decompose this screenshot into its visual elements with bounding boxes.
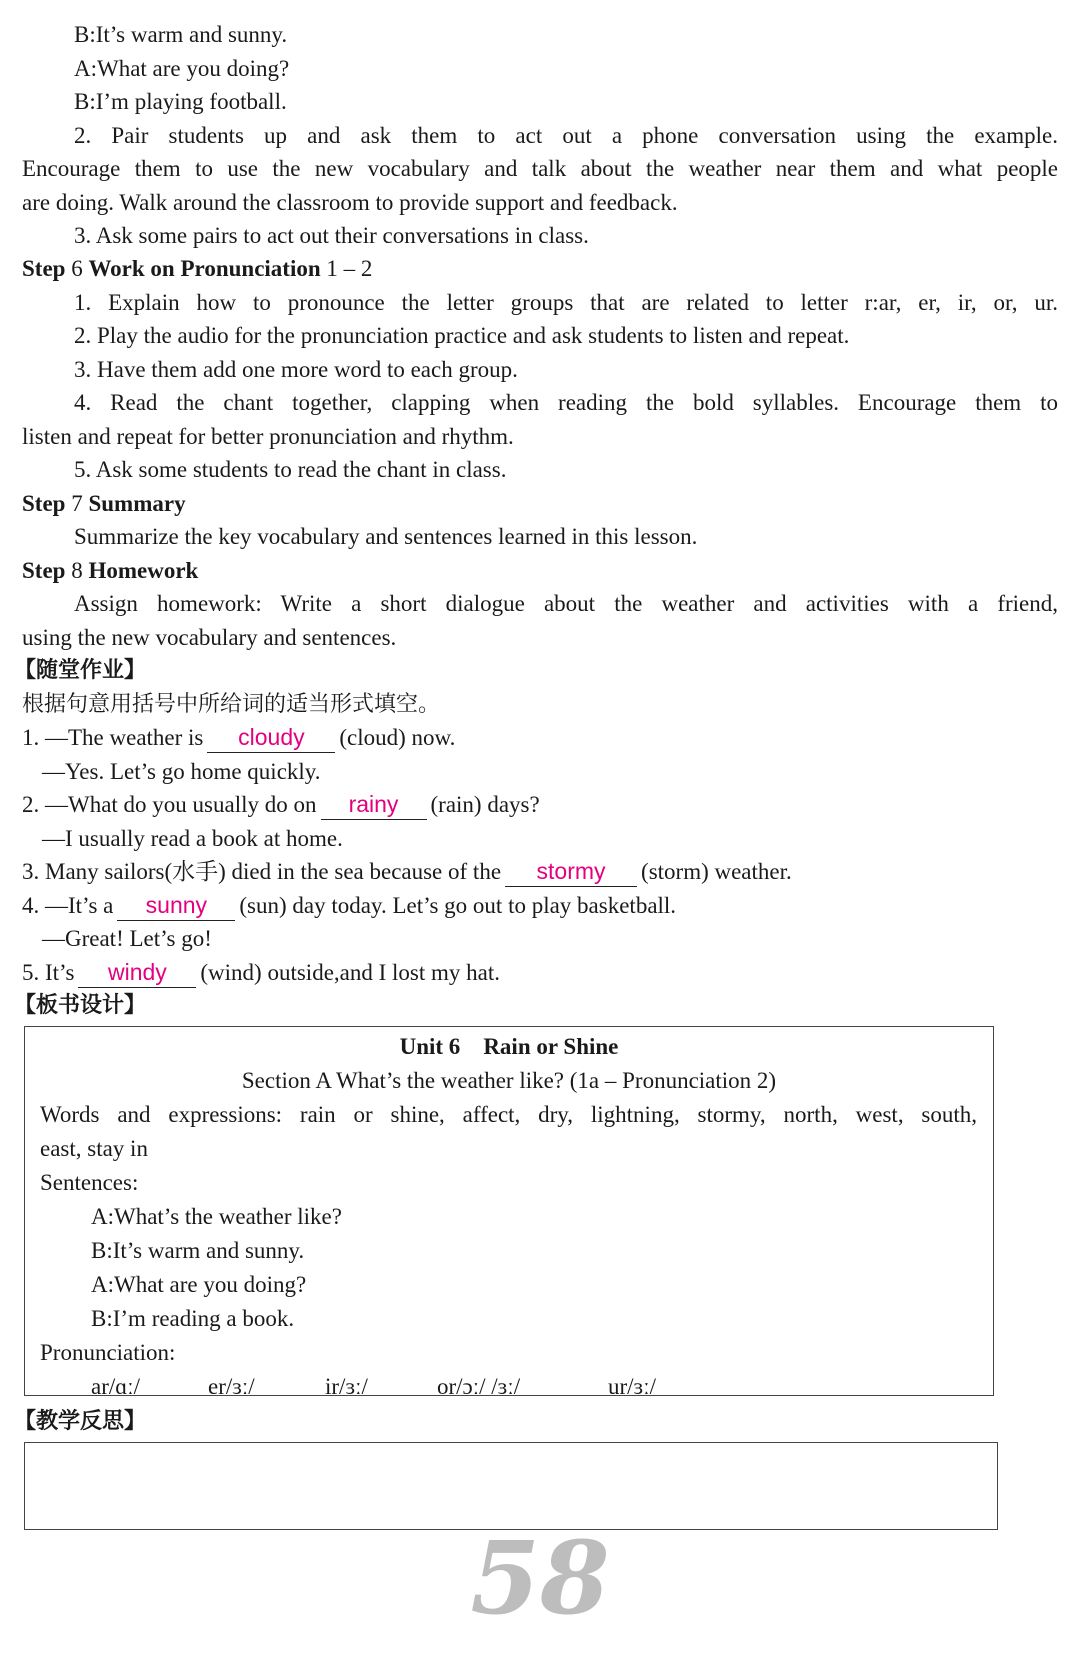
answer-blank[interactable] — [207, 723, 335, 753]
board-sentence: B:It’s warm and sunny. — [91, 1238, 305, 1263]
exercise-reply-2: —I usually read a book at home. — [42, 826, 343, 851]
pron-item: or/ɔː/ /ɜː/ — [437, 1374, 521, 1399]
step-number: 7 — [71, 491, 83, 516]
exercise-question-1 — [22, 720, 1058, 755]
question-text: 2. —What do you usually do on — [22, 792, 317, 817]
step6-item-1: 1. Explain how to pronounce the letter groups that are related to letter r:ar, er, ir, or, ur. — [74, 290, 1058, 315]
step-number: 8 — [71, 558, 83, 583]
step7-heading — [22, 486, 1058, 521]
step8-text: Assign homework: Write a short dialogue about the weather and activities with a friend, — [74, 591, 1058, 616]
board-sentence: A:What’s the weather like? — [91, 1204, 342, 1229]
step6-item-4-cont: listen and repeat for better pronunciation and rhythm. — [22, 424, 514, 449]
board-pronunciation-label: Pronunciation: — [40, 1340, 176, 1365]
reflection-heading: 【教学反思】 — [14, 1409, 147, 1434]
reflection-box — [24, 1442, 998, 1530]
board-heading: 【板书设计】 — [14, 993, 147, 1018]
step-label: Step — [22, 558, 66, 583]
step-title: Work on Pronunciation — [88, 256, 321, 281]
step6-item-3: 3. Have them add one more word to each group. — [74, 357, 518, 382]
board-pronunciation-row — [91, 1369, 656, 1404]
step8-text-cont: using the new vocabulary and sentences. — [22, 625, 397, 650]
board-sentence: A:What are you doing? — [91, 1272, 307, 1297]
step7-text: Summarize the key vocabulary and sentences learned in this lesson. — [74, 524, 698, 549]
answer-text: windy — [107, 959, 167, 985]
step-title: Summary — [88, 491, 186, 516]
answer-blank[interactable] — [78, 958, 196, 988]
step5-item-3: 3. Ask some pairs to act out their conversations in class. — [74, 223, 589, 248]
question-text: 4. —It’s a — [22, 893, 114, 918]
answer-text: cloudy — [238, 724, 305, 750]
pron-item: ar/ɑː/ — [91, 1374, 141, 1399]
step5-item-2: 2. Pair students up and ask them to act out a phone conversation using the example. — [74, 123, 1058, 148]
answer-blank[interactable] — [117, 891, 235, 921]
step6-item-2: 2. Play the audio for the pronunciation practice and ask students to listen and repeat. — [74, 323, 850, 348]
answer-blank[interactable] — [505, 857, 637, 887]
pron-item: ir/ɜː/ — [325, 1374, 368, 1399]
board-unit-title — [25, 1029, 993, 1064]
exercise-question-4 — [22, 888, 1058, 923]
exercise-reply-4: —Great! Let’s go! — [42, 926, 212, 951]
step-title: Homework — [88, 558, 199, 583]
question-text: 1. —The weather is — [22, 725, 204, 750]
pron-item: er/ɜː/ — [208, 1374, 255, 1399]
question-text: (wind) outside,and I lost my hat. — [200, 960, 500, 985]
board-sentence: B:I’m reading a book. — [91, 1306, 295, 1331]
board-sentences-label: Sentences: — [40, 1170, 139, 1195]
step6-item-4: 4. Read the chant together, clapping when reading the bold syllables. Encourage them to — [74, 390, 1058, 415]
exercise-question-3 — [22, 854, 1058, 889]
board-words: Words and expressions: rain or shine, affect, dry, lightning, stormy, north, west, south, — [40, 1102, 977, 1127]
step6-heading — [22, 251, 1058, 286]
step5-item-2-cont: are doing. Walk around the classroom to provide support and feedback. — [22, 190, 678, 215]
board-design-box — [24, 1026, 994, 1399]
step-label: Step — [22, 256, 66, 281]
dialogue-line: B:It’s warm and sunny. — [74, 22, 288, 47]
answer-blank[interactable] — [321, 790, 427, 820]
question-text: 3. Many sailors(水手) died in the sea because of the — [22, 859, 502, 884]
exercise-heading: 【随堂作业】 — [14, 658, 147, 683]
dialogue-line: B:I’m playing football. — [74, 89, 287, 114]
step-label: Step — [22, 491, 66, 516]
exercise-reply-1: —Yes. Let’s go home quickly. — [42, 759, 321, 784]
step-range: 1 – 2 — [326, 256, 373, 281]
step6-item-5: 5. Ask some students to read the chant in class. — [74, 457, 507, 482]
board-words-cont: east, stay in — [40, 1136, 148, 1161]
answer-text: rainy — [348, 791, 399, 817]
answer-text: stormy — [536, 858, 606, 884]
exercise-question-2 — [22, 787, 1058, 822]
pron-item: ur/ɜː/ — [608, 1374, 656, 1399]
exercise-instruction: 根据句意用括号中所给词的适当形式填空。 — [22, 692, 441, 717]
question-text: (cloud) now. — [339, 725, 456, 750]
step8-heading — [22, 553, 1058, 588]
dialogue-line: A:What are you doing? — [74, 56, 290, 81]
unit-title: Rain or Shine — [483, 1034, 619, 1059]
question-text: (rain) days? — [430, 792, 540, 817]
page-number: 58 — [470, 1519, 610, 1637]
answer-text: sunny — [145, 892, 208, 918]
question-text: 5. It’s — [22, 960, 75, 985]
board-section: Section A What’s the weather like? (1a – Pronunciation 2) — [241, 1068, 777, 1093]
unit-label: Unit 6 — [399, 1034, 461, 1059]
question-text: (storm) weather. — [641, 859, 792, 884]
question-text: (sun) day today. Let’s go out to play basketball. — [239, 893, 677, 918]
step-number: 6 — [71, 256, 83, 281]
step5-item-2-cont: Encourage them to use the new vocabulary and talk about the weather near them and what people — [22, 156, 1058, 181]
exercise-question-5 — [22, 955, 1058, 990]
